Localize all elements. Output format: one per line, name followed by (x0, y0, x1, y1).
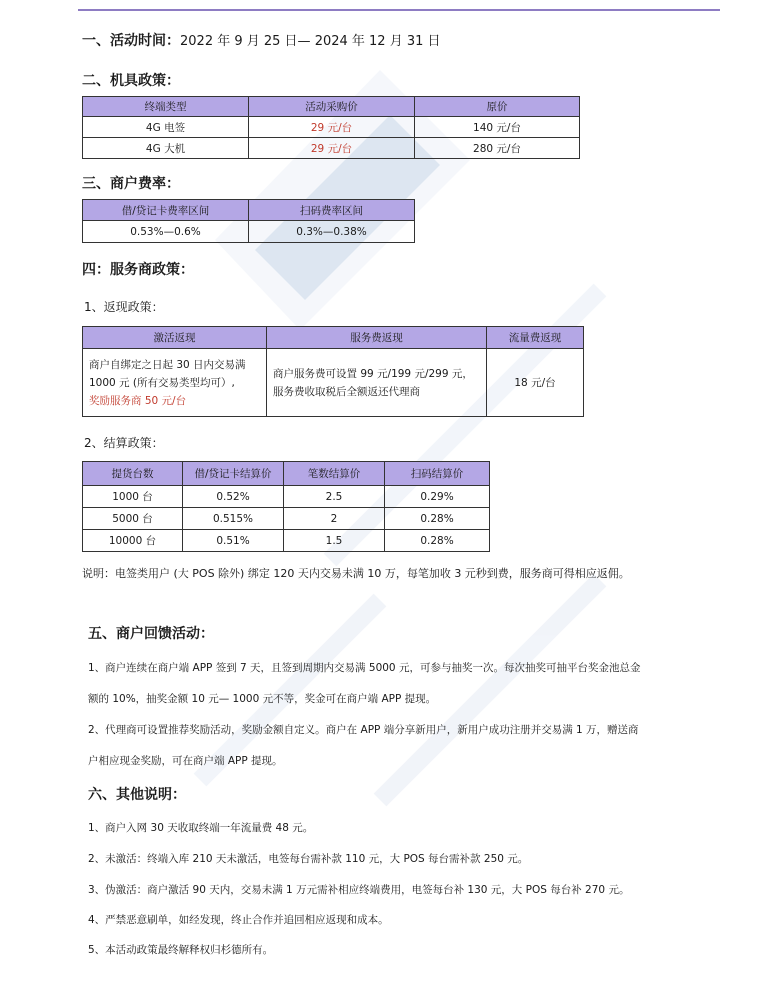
table-cell: 0.3%—0.38% (249, 221, 415, 243)
table-cell: 0.515% (183, 508, 284, 530)
column-header: 扫码费率区间 (249, 200, 415, 221)
section-title: 五、商户回馈活动： (88, 626, 214, 642)
table-row (83, 138, 580, 159)
merchant-rate-table (82, 199, 415, 243)
list-item: 3、伪激活：商户激活 90 天内，交易未满 1 万元需补相应终端费用，电签每台补 130 元，大 POS 每台补 270 元。 (88, 884, 630, 896)
table-header-row (83, 200, 415, 221)
subsection-cashback: 1、返现政策： (84, 300, 164, 314)
list-item: 4、严禁恶意刷单，如经发现，终止合作并追回相应返现和成本。 (88, 914, 389, 926)
table-cell: 280 元/台 (415, 138, 580, 159)
table-cell: 140 元/台 (415, 117, 580, 138)
table-cell: 0.53%—0.6% (83, 221, 249, 243)
table-cell: 0.51% (183, 530, 284, 552)
settlement-table (82, 461, 490, 552)
table-cell: 4G 电签 (83, 117, 249, 138)
column-header: 提货台数 (83, 462, 183, 486)
column-header: 流量费返现 (487, 327, 584, 349)
table-cell: 0.28% (385, 508, 490, 530)
section-activity-time (82, 30, 441, 50)
top-rule (78, 9, 720, 11)
subsection-settlement: 2、结算政策： (84, 436, 164, 450)
list-item: 1、商户入网 30 天收取终端一年流量费 48 元。 (88, 822, 314, 834)
list-item: 2、未激活：终端入库 210 天未激活，电签每台需补款 110 元，大 POS 每台需补款 250 元。 (88, 853, 529, 865)
section-title: 四：服务商政策： (82, 262, 194, 278)
column-header: 笔数结算价 (284, 462, 385, 486)
traffic-fee-cell: 18 元/台 (487, 349, 584, 417)
section-title: 一、活动时间： (82, 33, 180, 49)
column-header: 扫码结算价 (385, 462, 490, 486)
cashback-table (82, 326, 584, 417)
column-header: 借/贷记卡结算价 (183, 462, 284, 486)
table-cell: 1.5 (284, 530, 385, 552)
column-header: 原价 (415, 97, 580, 117)
table-cell: 1000 台 (83, 486, 183, 508)
column-header: 活动采购价 (249, 97, 415, 117)
column-header: 终端类型 (83, 97, 249, 117)
paragraph-line: 2、代理商可设置推荐奖励活动，奖励金额自定义。商户在 APP 端分享新用户，新用户成功注册并交易满 1 万，赠送商 (88, 724, 639, 736)
table-cell: 0.29% (385, 486, 490, 508)
device-policy-table (82, 96, 580, 159)
paragraph-line: 1、商户连续在商户端 APP 签到 7 天，且签到周期内交易满 5000 元，可参与抽奖一次。每次抽奖可抽平台奖金池总金 (88, 662, 641, 674)
settlement-note: 说明：电签类用户 (大 POS 除外) 绑定 120 天内交易未满 10 万，每笔加收 3 元秒到费，服务商可得相应返佣。 (82, 567, 630, 580)
table-cell: 0.52% (183, 486, 284, 508)
table-row (83, 486, 490, 508)
column-header: 借/贷记卡费率区间 (83, 200, 249, 221)
table-row (83, 117, 580, 138)
table-row (83, 221, 415, 243)
table-cell: 29 元/台 (249, 138, 415, 159)
service-fee-cell: 商户服务费可设置 99 元/199 元/299 元，服务费收取税后全额返还代理商 (267, 349, 487, 417)
column-header: 服务费返现 (267, 327, 487, 349)
paragraph-line: 额的 10%，抽奖金额 10 元— 1000 元不等，奖金可在商户端 APP 提现。 (88, 693, 437, 705)
table-cell: 5000 台 (83, 508, 183, 530)
paragraph-line: 户相应现金奖励，可在商户端 APP 提现。 (88, 755, 283, 767)
table-cell: 2.5 (284, 486, 385, 508)
table-cell: 29 元/台 (249, 117, 415, 138)
list-item: 5、本活动政策最终解释权归杉德所有。 (88, 944, 274, 956)
activation-reward: 奖励服务商 50 元/台 (89, 394, 187, 407)
table-header-row (83, 327, 584, 349)
table-header-row (83, 462, 490, 486)
activation-condition: 商户自绑定之日起 30 日内交易满 1000 元 (所有交易类型均可）, (89, 358, 246, 389)
table-cell: 10000 台 (83, 530, 183, 552)
table-cell: 2 (284, 508, 385, 530)
column-header: 激活返现 (83, 327, 267, 349)
table-cell: 0.28% (385, 530, 490, 552)
table-row (83, 349, 584, 417)
section-title: 六、其他说明： (88, 787, 186, 803)
table-header-row (83, 97, 580, 117)
table-row (83, 530, 490, 552)
table-cell: 4G 大机 (83, 138, 249, 159)
section-title: 三、商户费率： (82, 176, 180, 192)
table-row (83, 508, 490, 530)
section-title: 二、机具政策： (82, 73, 180, 89)
activity-period: 2022 年 9 月 25 日— 2024 年 12 月 31 日 (180, 34, 441, 49)
activation-cashback-cell (83, 349, 267, 417)
